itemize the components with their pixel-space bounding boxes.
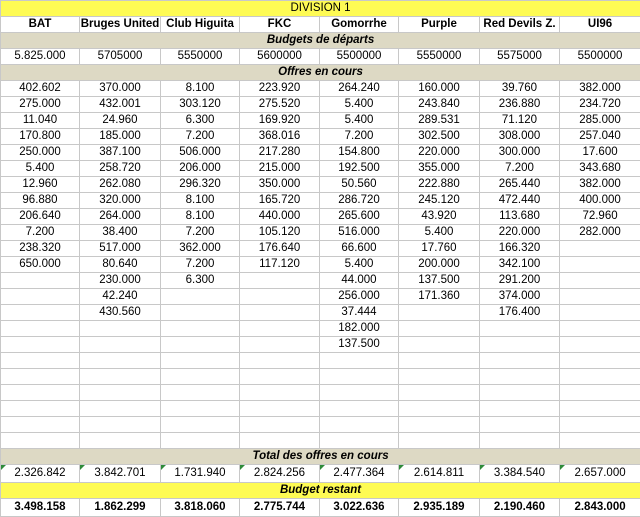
offer-cell[interactable]: 223.920 [240, 81, 320, 97]
offer-cell[interactable]: 200.000 [399, 257, 480, 273]
offer-cell[interactable] [320, 369, 399, 385]
offer-cell[interactable] [399, 337, 480, 353]
offer-cell[interactable] [480, 401, 560, 417]
offer-cell[interactable] [240, 273, 320, 289]
offer-cell[interactable] [161, 417, 240, 433]
offer-row [1, 417, 640, 433]
offer-cell[interactable]: 7.200 [161, 129, 240, 145]
total-cell[interactable]: 3.842.701 [80, 465, 161, 483]
offer-row [1, 129, 640, 145]
offer-cell[interactable]: 8.100 [161, 193, 240, 209]
offer-cell[interactable]: 24.960 [80, 113, 161, 129]
offer-cell[interactable]: 250.000 [1, 145, 80, 161]
offer-cell[interactable]: 5.400 [320, 97, 399, 113]
offer-cell[interactable]: 7.200 [161, 225, 240, 241]
total-cell[interactable]: 1.731.940 [161, 465, 240, 483]
restant-cell[interactable]: 3.498.158 [1, 499, 80, 517]
offer-cell[interactable] [399, 305, 480, 321]
offer-cell[interactable]: 262.080 [80, 177, 161, 193]
total-cell[interactable]: 2.477.364 [320, 465, 399, 483]
offer-cell[interactable]: 8.100 [161, 81, 240, 97]
offer-cell[interactable] [399, 385, 480, 401]
offer-cell[interactable]: 39.760 [480, 81, 560, 97]
offer-cell[interactable]: 7.200 [320, 129, 399, 145]
offer-cell[interactable]: 166.320 [480, 241, 560, 257]
offer-row [1, 353, 640, 369]
offer-cell[interactable] [480, 321, 560, 337]
offer-cell[interactable]: 370.000 [80, 81, 161, 97]
offer-cell[interactable]: 400.000 [560, 193, 640, 209]
offer-cell[interactable] [161, 305, 240, 321]
offer-cell[interactable] [80, 369, 161, 385]
offer-cell[interactable]: 182.000 [320, 321, 399, 337]
offer-cell[interactable]: 11.040 [1, 113, 80, 129]
offer-cell[interactable] [240, 337, 320, 353]
offer-cell[interactable]: 6.300 [161, 273, 240, 289]
offer-cell[interactable]: 382.000 [560, 81, 640, 97]
offer-cell[interactable] [1, 401, 80, 417]
team-header-row [1, 17, 640, 33]
offer-cell[interactable]: 650.000 [1, 257, 80, 273]
total-cell[interactable]: 2.326.842 [1, 465, 80, 483]
offer-cell[interactable]: 12.960 [1, 177, 80, 193]
offer-row [1, 369, 640, 385]
offer-cell[interactable]: 362.000 [161, 241, 240, 257]
offer-cell[interactable]: 5.400 [399, 225, 480, 241]
restant-cell[interactable]: 3.818.060 [161, 499, 240, 517]
offer-cell[interactable]: 264.000 [80, 209, 161, 225]
budgets-section-label[interactable]: Budgets de départs [1, 33, 640, 49]
offer-cell[interactable] [560, 401, 640, 417]
offres-section-label-row [1, 65, 640, 81]
team-header-cell[interactable]: FKC [240, 17, 320, 33]
offer-cell[interactable]: 342.100 [480, 257, 560, 273]
offer-cell[interactable]: 265.600 [320, 209, 399, 225]
restant-cell[interactable]: 3.022.636 [320, 499, 399, 517]
offer-cell[interactable] [1, 417, 80, 433]
offer-row [1, 225, 640, 241]
offer-cell[interactable]: 165.720 [240, 193, 320, 209]
offer-cell[interactable] [480, 337, 560, 353]
offer-cell[interactable]: 236.880 [480, 97, 560, 113]
offer-row [1, 241, 640, 257]
restant-cell[interactable]: 2.843.000 [560, 499, 640, 517]
offer-cell[interactable]: 350.000 [240, 177, 320, 193]
offer-cell[interactable] [80, 417, 161, 433]
offer-cell[interactable] [80, 353, 161, 369]
offer-cell[interactable]: 296.320 [161, 177, 240, 193]
offer-cell[interactable] [161, 385, 240, 401]
total-section-label[interactable]: Total des offres en cours [1, 449, 640, 465]
offer-cell[interactable]: 238.320 [1, 241, 80, 257]
budget-cell[interactable]: 5600000 [240, 49, 320, 65]
offer-cell[interactable] [560, 385, 640, 401]
offer-cell[interactable] [161, 321, 240, 337]
offer-cell[interactable] [240, 417, 320, 433]
offer-cell[interactable] [399, 401, 480, 417]
offer-cell[interactable] [240, 321, 320, 337]
totals-row [1, 465, 640, 483]
offer-row [1, 257, 640, 273]
restant-cell[interactable]: 2.775.744 [240, 499, 320, 517]
offer-cell[interactable] [80, 401, 161, 417]
offer-cell[interactable] [240, 353, 320, 369]
offer-cell[interactable]: 302.500 [399, 129, 480, 145]
offer-row [1, 337, 640, 353]
restant-section-label[interactable]: Budget restant [1, 483, 640, 499]
offer-cell[interactable] [560, 321, 640, 337]
total-cell[interactable]: 2.824.256 [240, 465, 320, 483]
team-header-cell[interactable]: Red Devils Z. [480, 17, 560, 33]
offer-cell[interactable]: 265.440 [480, 177, 560, 193]
offer-cell[interactable]: 160.000 [399, 81, 480, 97]
offer-cell[interactable] [399, 433, 480, 449]
offer-cell[interactable]: 430.560 [80, 305, 161, 321]
offer-cell[interactable] [560, 289, 640, 305]
offer-row [1, 193, 640, 209]
offer-cell[interactable]: 382.000 [560, 177, 640, 193]
offer-cell[interactable]: 7.200 [1, 225, 80, 241]
offer-cell[interactable] [480, 353, 560, 369]
offer-cell[interactable] [560, 305, 640, 321]
offer-cell[interactable] [240, 305, 320, 321]
offer-cell[interactable] [560, 257, 640, 273]
offer-row [1, 385, 640, 401]
offer-cell[interactable]: 137.500 [320, 337, 399, 353]
offer-cell[interactable]: 7.200 [480, 161, 560, 177]
offer-cell[interactable]: 176.640 [240, 241, 320, 257]
offer-cell[interactable] [399, 321, 480, 337]
offer-row [1, 161, 640, 177]
offer-cell[interactable]: 516.000 [320, 225, 399, 241]
offer-cell[interactable]: 472.440 [480, 193, 560, 209]
offer-cell[interactable] [240, 369, 320, 385]
offer-cell[interactable] [161, 337, 240, 353]
offer-cell[interactable]: 185.000 [80, 129, 161, 145]
offer-cell[interactable]: 6.300 [161, 113, 240, 129]
offer-cell[interactable]: 17.760 [399, 241, 480, 257]
offer-cell[interactable]: 264.240 [320, 81, 399, 97]
offer-cell[interactable] [80, 337, 161, 353]
offer-row [1, 273, 640, 289]
offer-cell[interactable] [1, 337, 80, 353]
offer-cell[interactable]: 245.120 [399, 193, 480, 209]
offer-cell[interactable]: 96.880 [1, 193, 80, 209]
offer-cell[interactable]: 44.000 [320, 273, 399, 289]
budget-cell[interactable]: 5550000 [161, 49, 240, 65]
offer-cell[interactable] [320, 417, 399, 433]
offer-cell[interactable] [320, 385, 399, 401]
offer-cell[interactable]: 275.520 [240, 97, 320, 113]
offer-cell[interactable]: 37.444 [320, 305, 399, 321]
offer-cell[interactable]: 5.400 [320, 113, 399, 129]
offer-cell[interactable] [1, 321, 80, 337]
budget-cell[interactable]: 5575000 [480, 49, 560, 65]
budget-cell[interactable]: 5.825.000 [1, 49, 80, 65]
offer-cell[interactable]: 220.000 [399, 145, 480, 161]
offer-cell[interactable]: 374.000 [480, 289, 560, 305]
offer-cell[interactable] [161, 369, 240, 385]
offer-cell[interactable] [240, 385, 320, 401]
budget-cell[interactable]: 5500000 [560, 49, 640, 65]
offer-row [1, 433, 640, 449]
offer-cell[interactable]: 387.100 [80, 145, 161, 161]
offer-cell[interactable]: 286.720 [320, 193, 399, 209]
offer-row [1, 97, 640, 113]
offer-cell[interactable] [161, 353, 240, 369]
team-header-cell[interactable]: BAT [1, 17, 80, 33]
offer-cell[interactable]: 137.500 [399, 273, 480, 289]
offer-cell[interactable]: 192.500 [320, 161, 399, 177]
offer-cell[interactable] [399, 417, 480, 433]
restant-cell[interactable]: 2.935.189 [399, 499, 480, 517]
offer-cell[interactable] [560, 353, 640, 369]
offer-row [1, 401, 640, 417]
offer-cell[interactable]: 8.100 [161, 209, 240, 225]
total-section-label-row [1, 449, 640, 465]
offer-cell[interactable]: 66.600 [320, 241, 399, 257]
offer-row [1, 145, 640, 161]
offer-cell[interactable]: 17.600 [560, 145, 640, 161]
offer-cell[interactable]: 50.560 [320, 177, 399, 193]
offer-cell[interactable] [80, 321, 161, 337]
offer-cell[interactable]: 5.400 [320, 257, 399, 273]
offer-cell[interactable]: 169.920 [240, 113, 320, 129]
offer-cell[interactable]: 206.640 [1, 209, 80, 225]
offer-cell[interactable] [480, 385, 560, 401]
offer-cell[interactable] [1, 369, 80, 385]
offer-cell[interactable] [1, 385, 80, 401]
offer-cell[interactable] [560, 369, 640, 385]
offer-cell[interactable]: 289.531 [399, 113, 480, 129]
offer-cell[interactable] [399, 353, 480, 369]
offer-cell[interactable]: 215.000 [240, 161, 320, 177]
team-header-cell[interactable]: Purple [399, 17, 480, 33]
offer-cell[interactable]: 275.000 [1, 97, 80, 113]
offer-cell[interactable]: 440.000 [240, 209, 320, 225]
offer-cell[interactable]: 402.602 [1, 81, 80, 97]
total-cell[interactable]: 2.657.000 [560, 465, 640, 483]
offer-cell[interactable]: 506.000 [161, 145, 240, 161]
total-cell[interactable]: 3.384.540 [480, 465, 560, 483]
offer-cell[interactable]: 117.120 [240, 257, 320, 273]
offer-cell[interactable] [161, 433, 240, 449]
offer-cell[interactable]: 217.280 [240, 145, 320, 161]
offer-cell[interactable]: 355.000 [399, 161, 480, 177]
offer-cell[interactable] [560, 337, 640, 353]
offer-cell[interactable]: 517.000 [80, 241, 161, 257]
restant-cell[interactable]: 1.862.299 [80, 499, 161, 517]
budget-cell[interactable]: 5550000 [399, 49, 480, 65]
offer-cell[interactable]: 222.880 [399, 177, 480, 193]
offer-cell[interactable] [161, 289, 240, 305]
offer-cell[interactable] [1, 273, 80, 289]
offer-cell[interactable]: 243.840 [399, 97, 480, 113]
offer-cell[interactable]: 43.920 [399, 209, 480, 225]
offer-cell[interactable]: 154.800 [320, 145, 399, 161]
offer-cell[interactable] [80, 385, 161, 401]
offer-cell[interactable]: 113.680 [480, 209, 560, 225]
offer-cell[interactable]: 80.640 [80, 257, 161, 273]
offer-cell[interactable]: 285.000 [560, 113, 640, 129]
restant-row [1, 499, 640, 517]
offer-cell[interactable]: 320.000 [80, 193, 161, 209]
offer-cell[interactable]: 72.960 [560, 209, 640, 225]
offer-cell[interactable]: 105.120 [240, 225, 320, 241]
offer-cell[interactable]: 257.040 [560, 129, 640, 145]
offer-row [1, 289, 640, 305]
offer-row [1, 81, 640, 97]
team-header-cell[interactable]: Bruges United [80, 17, 161, 33]
offer-cell[interactable] [560, 273, 640, 289]
offer-cell[interactable] [480, 417, 560, 433]
offer-row [1, 177, 640, 193]
offer-cell[interactable] [320, 353, 399, 369]
offer-cell[interactable] [560, 417, 640, 433]
offer-cell[interactable] [80, 433, 161, 449]
offer-cell[interactable] [1, 289, 80, 305]
offer-cell[interactable]: 432.001 [80, 97, 161, 113]
division-title[interactable]: DIVISION 1 [1, 1, 640, 17]
offer-row [1, 321, 640, 337]
offer-cell[interactable]: 220.000 [480, 225, 560, 241]
offer-cell[interactable]: 42.240 [80, 289, 161, 305]
offer-cell[interactable]: 258.720 [80, 161, 161, 177]
offer-cell[interactable] [1, 353, 80, 369]
offer-cell[interactable] [161, 401, 240, 417]
offer-cell[interactable] [480, 433, 560, 449]
budgets-row [1, 49, 640, 65]
offer-cell[interactable] [480, 369, 560, 385]
offer-row [1, 113, 640, 129]
offres-section-label[interactable]: Offres en cours [1, 65, 640, 81]
offer-cell[interactable]: 171.360 [399, 289, 480, 305]
offer-cell[interactable]: 176.400 [480, 305, 560, 321]
offer-cell[interactable] [1, 305, 80, 321]
restant-cell[interactable]: 2.190.460 [480, 499, 560, 517]
budgets-section-label-row [1, 33, 640, 49]
offer-cell[interactable]: 282.000 [560, 225, 640, 241]
offer-cell[interactable]: 291.200 [480, 273, 560, 289]
offer-cell[interactable] [320, 433, 399, 449]
total-cell[interactable]: 2.614.811 [399, 465, 480, 483]
offer-cell[interactable]: 71.120 [480, 113, 560, 129]
team-header-cell[interactable]: Gomorrhe [320, 17, 399, 33]
offer-cell[interactable] [560, 433, 640, 449]
offer-cell[interactable]: 38.400 [80, 225, 161, 241]
team-header-cell[interactable]: Club Higuita [161, 17, 240, 33]
offer-cell[interactable]: 230.000 [80, 273, 161, 289]
budget-cell[interactable]: 5500000 [320, 49, 399, 65]
offer-cell[interactable]: 343.680 [560, 161, 640, 177]
offer-cell[interactable]: 300.000 [480, 145, 560, 161]
offer-row [1, 209, 640, 225]
offer-cell[interactable]: 7.200 [161, 257, 240, 273]
budget-cell[interactable]: 5705000 [80, 49, 161, 65]
offer-cell[interactable]: 234.720 [560, 97, 640, 113]
offer-cell[interactable] [560, 241, 640, 257]
offer-cell[interactable] [1, 433, 80, 449]
offer-cell[interactable] [399, 369, 480, 385]
offer-cell[interactable] [320, 401, 399, 417]
team-header-cell[interactable]: UI96 [560, 17, 640, 33]
offer-cell[interactable]: 206.000 [161, 161, 240, 177]
offer-cell[interactable]: 5.400 [1, 161, 80, 177]
offer-cell[interactable]: 303.120 [161, 97, 240, 113]
offer-cell[interactable]: 308.000 [480, 129, 560, 145]
offer-cell[interactable] [240, 433, 320, 449]
offer-row [1, 305, 640, 321]
restant-section-label-row [1, 483, 640, 499]
offer-cell[interactable]: 256.000 [320, 289, 399, 305]
offer-cell[interactable] [240, 289, 320, 305]
offer-cell[interactable]: 170.800 [1, 129, 80, 145]
offer-cell[interactable]: 368.016 [240, 129, 320, 145]
offer-cell[interactable] [240, 401, 320, 417]
